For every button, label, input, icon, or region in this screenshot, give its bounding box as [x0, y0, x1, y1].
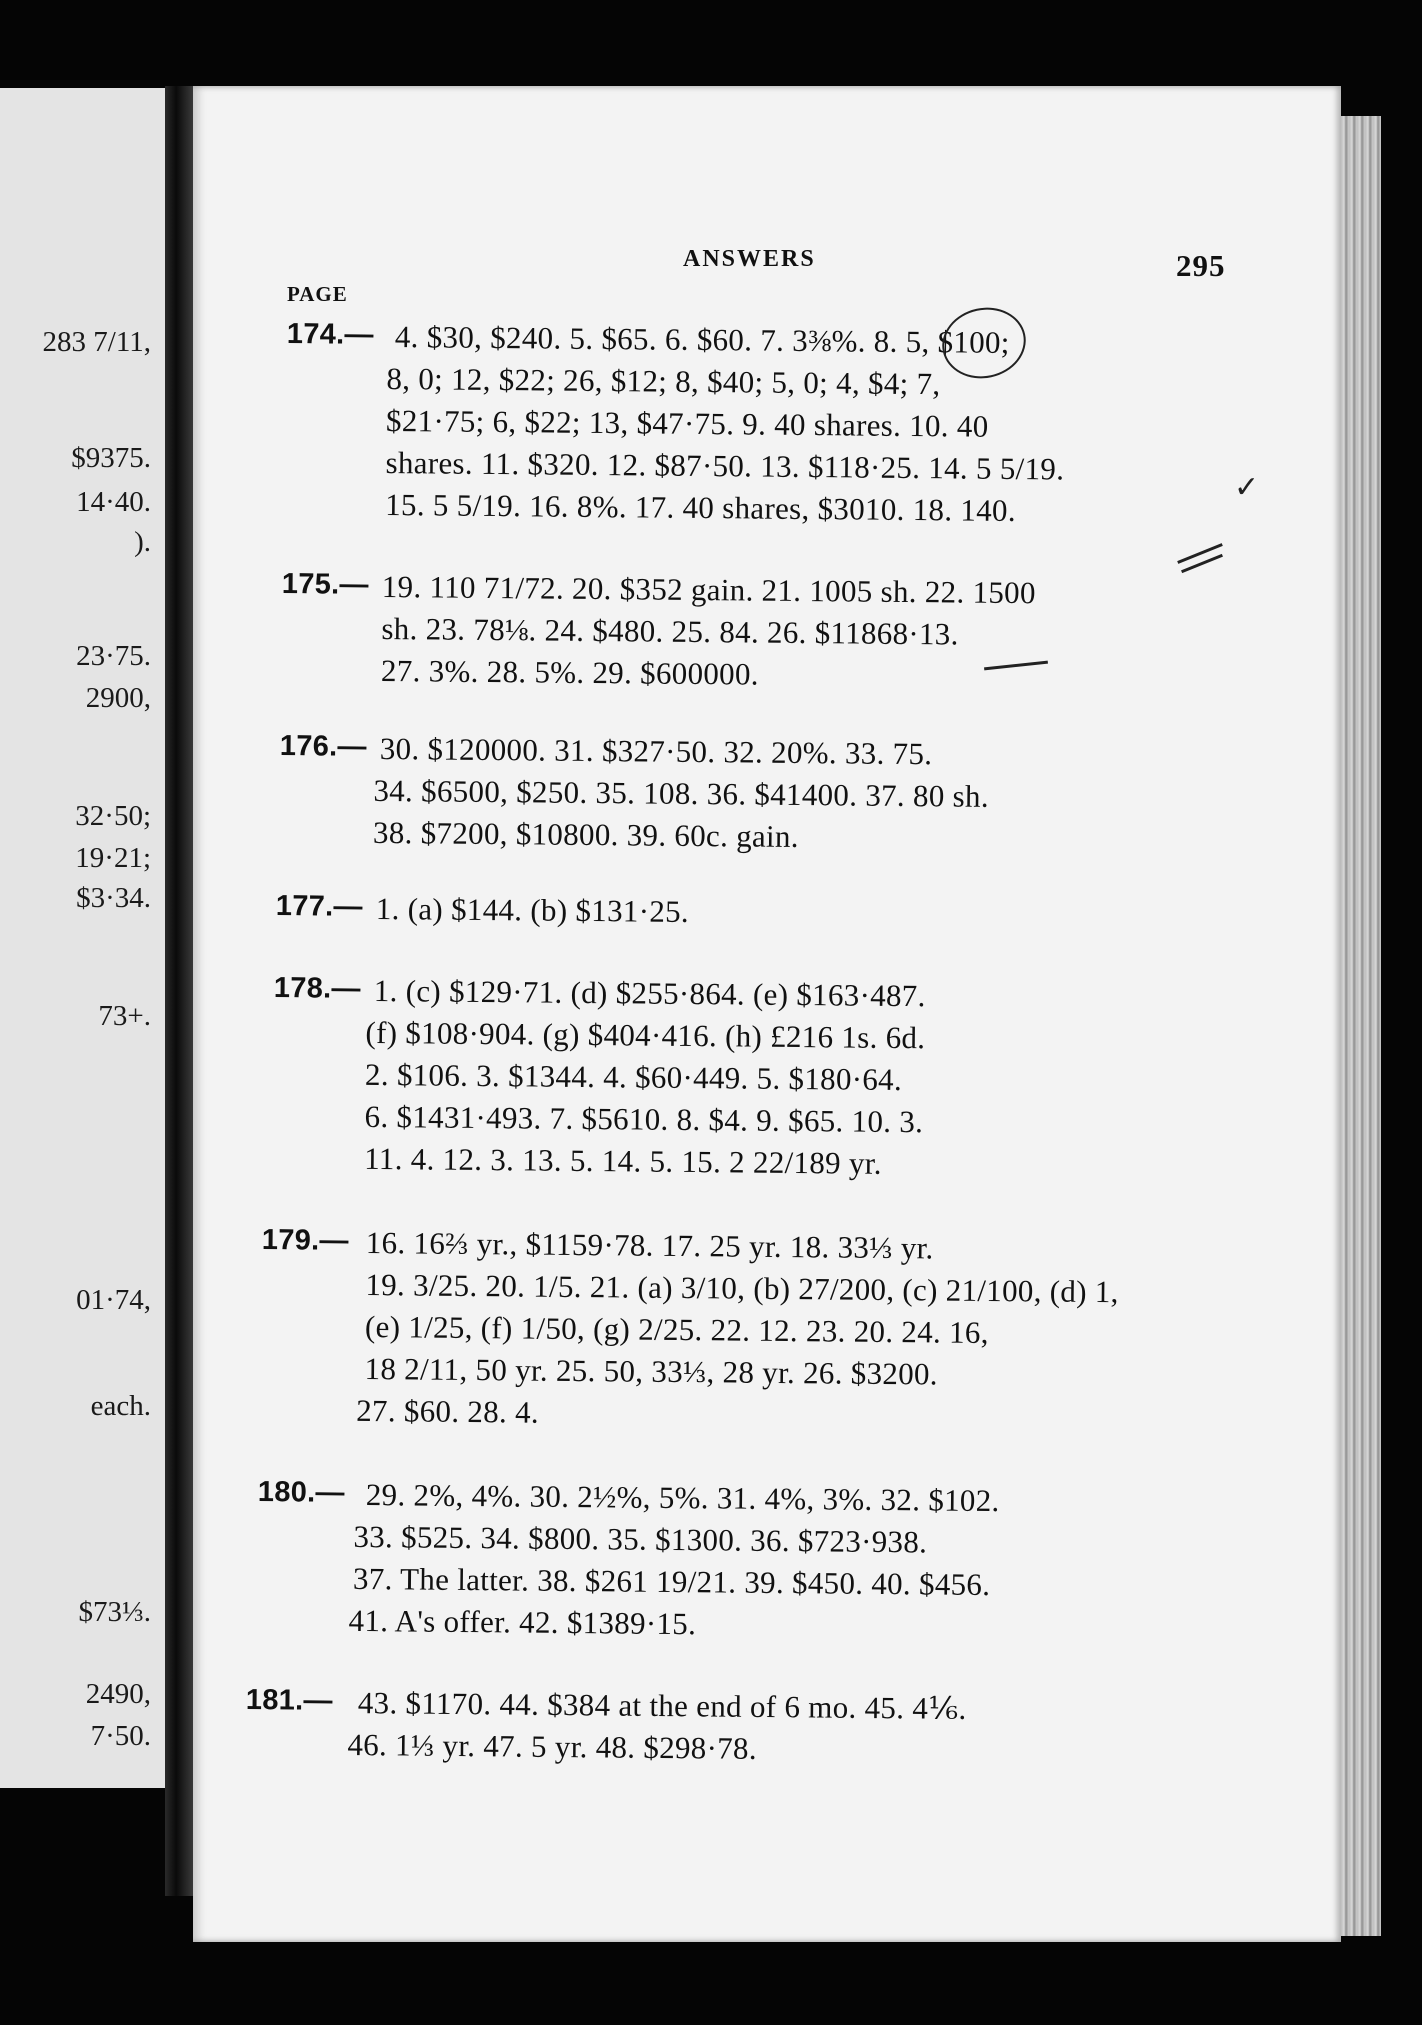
answer-line: sh. 23. 78⅛. 24. $480. 25. 84. 26. $11868·13. [381, 610, 959, 652]
left-margin-line: 7·50. [90, 1720, 151, 1752]
answer-line: 34. $6500, $250. 35. 108. 36. $41400. 37. 80 sh. [373, 772, 990, 814]
answer-line: 30. $120000. 31. $327·50. 32. 20%. 33. 75. [379, 730, 933, 772]
answer-line: $21·75; 6, $22; 13, $47·75. 9. 40 shares. 10. 40 [385, 402, 989, 444]
pen-check-mark: ✓ [1234, 471, 1260, 504]
page-column-label: PAGE [287, 282, 348, 306]
answer-line: 37. The latter. 38. $261 19/21. 39. $450. 40. $456. [352, 1560, 991, 1603]
answer-line: 18 2/11, 50 yr. 25. 50, 33⅓, 28 yr. 26. $3200. [364, 1350, 939, 1392]
answer-line: 19. 110 71/72. 20. $352 gain. 21. 1005 sh. 22. 1500 [381, 568, 1036, 611]
answer-line: 27. 3%. 28. 5%. 29. $600000. [380, 652, 759, 692]
left-margin-line: $73⅓. [78, 1596, 151, 1628]
answer-line: 19. 3/25. 20. 1/5. 21. (a) 3/10, (b) 27/200, (c) 21/100, (d) 1, [365, 1266, 1119, 1310]
left-margin-line: 32·50; [75, 800, 151, 832]
answer-line: 11. 4. 12. 3. 13. 5. 14. 5. 15. 2 22/189 yr. [364, 1140, 882, 1181]
answer-line: 1. (a) $144. (b) $131·25. [375, 890, 690, 929]
answer-line: 46. 1⅓ yr. 47. 5 yr. 48. $298·78. [347, 1726, 758, 1766]
left-facing-page [0, 88, 165, 1788]
answer-line: 15. 5 5/19. 16. 8%. 17. 40 shares, $3010. 18. 140. [385, 486, 1017, 529]
answer-line: 8, 0; 12, $22; 26, $12; 8, $40; 5, 0; 4, $4; 7, [386, 360, 941, 402]
book-gutter [165, 86, 193, 1896]
answer-line: 1. (c) $129·71. (d) $255·864. (e) $163·487. [373, 972, 926, 1014]
section-page-ref: 178.— [273, 972, 361, 1005]
answer-line: 33. $525. 34. $800. 35. $1300. 36. $723·938. [353, 1518, 928, 1560]
answer-line: (e) 1/25, (f) 1/50, (g) 2/25. 22. 12. 23. 20. 24. 16, [364, 1308, 989, 1350]
left-margin-line: each. [90, 1390, 151, 1422]
page-edge-stack [1341, 116, 1381, 1936]
left-margin-line: 01·74, [76, 1284, 151, 1316]
answer-line: (f) $108·904. (g) $404·416. (h) £216 1s. 6d. [365, 1014, 926, 1056]
answer-line: 6. $1431·493. 7. $5610. 8. $4. 9. $65. 10. 3. [364, 1098, 924, 1140]
left-margin-line: 2490, [85, 1678, 151, 1710]
left-margin-line: $3·34. [76, 882, 151, 914]
left-margin-line: 23·75. [76, 640, 151, 672]
section-page-ref: 174.— [286, 318, 374, 351]
answer-line: 2. $106. 3. $1344. 4. $60·449. 5. $180·64. [364, 1056, 903, 1098]
answer-line: shares. 11. $320. 12. $87·50. 13. $118·25. 14. 5 5/19. [385, 444, 1065, 487]
answer-line: 27. $60. 28. 4. [356, 1392, 540, 1430]
left-margin-line: 2900, [85, 682, 151, 714]
answer-line: 41. A's offer. 42. $1389·15. [348, 1602, 697, 1642]
section-page-ref: 181.— [245, 1684, 333, 1717]
page-number: 295 [1176, 248, 1226, 283]
left-margin-line: 73+. [98, 1000, 151, 1032]
running-head: ANSWERS [683, 246, 816, 272]
left-margin-line: 19·21; [75, 842, 151, 874]
answer-line: 4. $30, $240. 5. $65. 6. $60. 7. 3⅜%. 8. 5, $100; [394, 319, 1010, 360]
left-margin-line: 14·40. [76, 486, 151, 518]
section-page-ref: 179.— [261, 1224, 349, 1257]
answer-line: 29. 2%, 4%. 30. 2½%, 5%. 31. 4%, 3%. 32. $102. [365, 1477, 1000, 1519]
section-page-ref: 180.— [257, 1476, 345, 1509]
section-page-ref: 176.— [279, 730, 367, 763]
section-page-ref: 175.— [281, 568, 369, 601]
answer-line: 43. $1170. 44. $384 at the end of 6 mo. 45. 4⅙. [357, 1685, 967, 1726]
left-margin-line: 283 7/11, [42, 326, 151, 358]
section-page-ref: 177.— [275, 890, 363, 923]
left-margin-line: $9375. [71, 442, 151, 474]
answer-line: 38. $7200, $10800. 39. 60c. gain. [372, 814, 799, 854]
answer-line: 16. 16⅔ yr., $1159·78. 17. 25 yr. 18. 33⅓ yr. [365, 1224, 934, 1266]
left-margin-line: ). [134, 526, 151, 558]
